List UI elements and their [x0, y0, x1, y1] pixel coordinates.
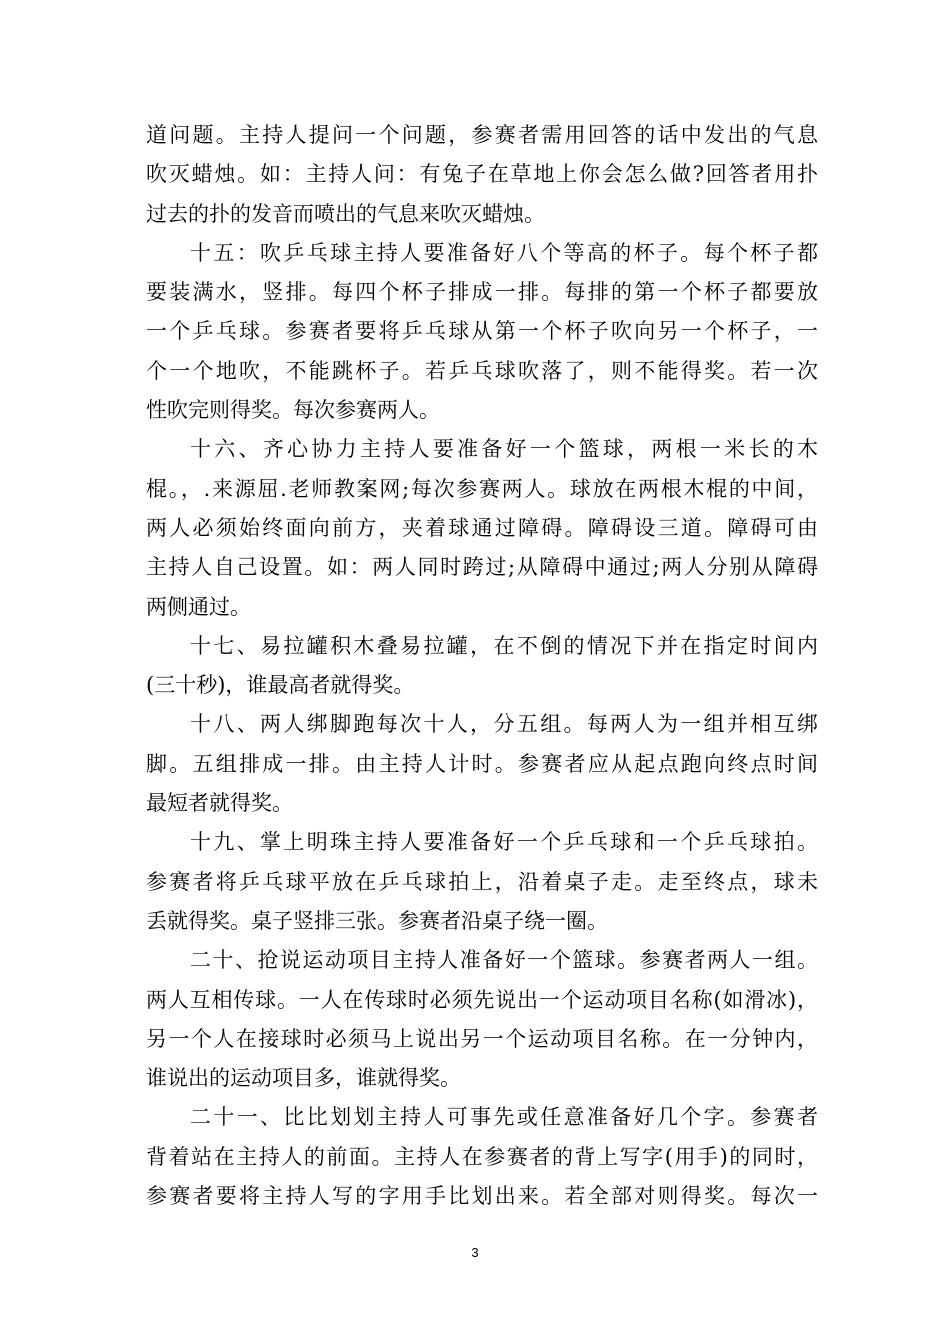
text-line: 十八、两人绑脚跑每次十人，分五组。每两人为一组并相互绑: [190, 712, 818, 737]
text-line: 脚。五组排成一排。由主持人计时。参赛者应从起点跑向终点时间: [146, 751, 818, 776]
document-body: [146, 116, 818, 1216]
text-line: 过去的扑的发音而喷出的气息来吹灭蜡烛。: [146, 201, 545, 226]
text-line: 谁说出的运动项目多，谁就得奖。: [146, 1066, 461, 1091]
text-line: (三十秒)，谁最高者就得奖。: [146, 673, 415, 698]
text-line: 个一个地吹，不能跳杯子。若乒乓球吹落了，则不能得奖。若一次: [146, 358, 818, 383]
text-line: 最短者就得奖。: [146, 791, 293, 816]
text-line: 主持人自己设置。如：两人同时跨过;从障碍中通过;两人分别从障碍: [146, 555, 818, 580]
text-line: 二十、抢说运动项目主持人准备好一个篮球。参赛者两人一组。: [190, 948, 818, 973]
text-line: 二十一、比比划划主持人可事先或任意准备好几个字。参赛者: [190, 1105, 818, 1130]
text-line: 十五：吹乒乓球主持人要准备好八个等高的杯子。每个杯子都: [190, 240, 818, 265]
text-line: 一个乒乓球。参赛者要将乒乓球从第一个杯子吹向另一个杯子，一: [146, 319, 818, 344]
text-line: 参赛者要将主持人写的字用手比划出来。若全部对则得奖。每次一: [146, 1184, 818, 1209]
text-line: 参赛者将乒乓球平放在乒乓球拍上，沿着桌子走。走至终点，球未: [146, 869, 818, 894]
text-line: 两人必须始终面向前方，夹着球通过障碍。障碍设三道。障碍可由: [146, 515, 818, 540]
text-line: 背着站在主持人的前面。主持人在参赛者的背上写字(用手)的同时，: [146, 1144, 818, 1169]
text-line: 两侧通过。: [146, 594, 251, 619]
text-line: 要装满水，竖排。每四个杯子排成一排。每排的第一个杯子都要放: [146, 280, 818, 305]
text-line: 吹灭蜡烛。如：主持人问：有兔子在草地上你会怎么做?回答者用扑: [146, 162, 818, 187]
text-line: 另一个人在接球时必须马上说出另一个运动项目名称。在一分钟内，: [146, 1026, 818, 1051]
text-line: 两人互相传球。一人在传球时必须先说出一个运动项目名称(如滑冰)，: [146, 987, 818, 1012]
text-line: 十七、易拉罐积木叠易拉罐，在不倒的情况下并在指定时间内: [190, 633, 818, 658]
text-line: 性吹完则得奖。每次参赛两人。: [146, 398, 440, 423]
text-line: 十六、齐心协力主持人要准备好一个篮球，两根一米长的木: [190, 437, 818, 462]
text-line: 棍。，.来源屈.老师教案网;每次参赛两人。球放在两根木棍的中间，: [146, 476, 818, 501]
text-line: 道问题。主持人提问一个问题，参赛者需用回答的话中发出的气息: [146, 123, 818, 147]
page-number: 3: [471, 1245, 479, 1260]
text-line: 十九、掌上明珠主持人要准备好一个乒乓球和一个乒乓球拍。: [190, 830, 818, 855]
text-line: 丢就得奖。桌子竖排三张。参赛者沿桌子绕一圈。: [146, 908, 608, 933]
